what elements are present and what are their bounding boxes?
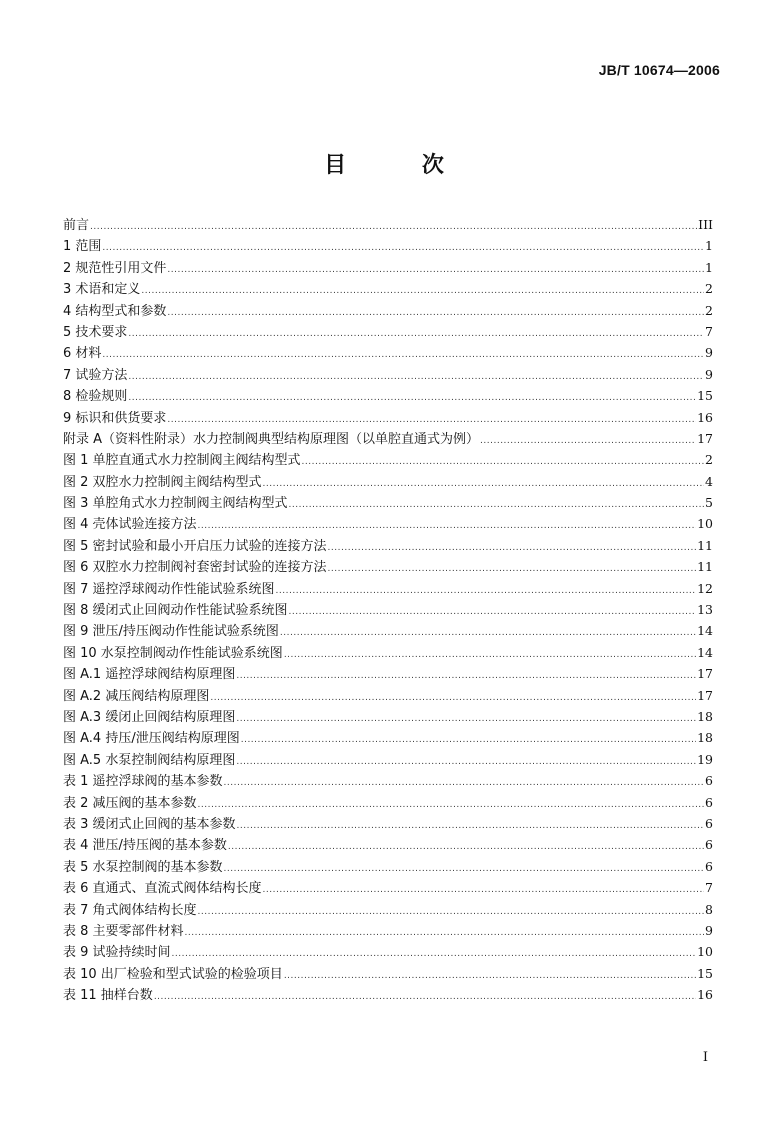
toc-entry-page: 17 (697, 430, 713, 446)
toc-entry-page: 2 (705, 302, 713, 318)
toc-entry-page: 6 (705, 858, 713, 874)
toc-entry[interactable] (63, 535, 713, 556)
toc-dot-leader (328, 538, 697, 559)
toc-entry[interactable] (63, 599, 713, 620)
toc-entry-label: 表 4 泄压/持压阀的基本参数 (63, 838, 227, 854)
toc-entry-label: 图 3 单腔角式水力控制阀主阀结构型式 (63, 496, 288, 512)
toc-dot-leader (237, 816, 705, 837)
toc-entry[interactable] (63, 727, 713, 748)
toc-entry-page: 2 (705, 281, 713, 297)
toc-entry-page: 15 (697, 388, 713, 404)
toc-entry-label: 图 2 双腔水力控制阀主阀结构型式 (63, 474, 262, 490)
toc-dot-leader (236, 752, 696, 773)
toc-dot-leader (224, 773, 705, 794)
toc-entry[interactable] (63, 407, 713, 428)
toc-entry-label: 表 2 减压阀的基本参数 (63, 795, 197, 811)
toc-dot-leader (198, 902, 705, 923)
toc-entry[interactable] (63, 856, 713, 877)
toc-dot-leader (289, 495, 705, 516)
toc-entry[interactable] (63, 984, 713, 1005)
toc-entry-label: 图 7 遥控浮球阀动作性能试验系统图 (63, 581, 275, 597)
toc-entry-label: 图 6 双腔水力控制阀衬套密封试验的连接方法 (63, 560, 327, 576)
toc-entry-label: 7 试验方法 (63, 367, 128, 383)
toc-entry-page: 9 (705, 366, 713, 382)
toc-dot-leader (284, 966, 696, 987)
toc-entry-page: 16 (697, 987, 713, 1003)
toc-dot-leader (154, 987, 696, 1008)
toc-entry-page: 1 (705, 259, 713, 275)
toc-entry[interactable] (63, 278, 713, 299)
toc-dot-leader (263, 474, 705, 495)
toc-dot-leader (228, 837, 704, 858)
toc-entry-label: 图 10 水泵控制阀动作性能试验系统图 (63, 645, 283, 661)
toc-entry[interactable] (63, 620, 713, 641)
toc-dot-leader (128, 367, 704, 388)
toc-entry-label: 3 术语和定义 (63, 282, 141, 298)
toc-dot-leader (198, 516, 697, 537)
toc-dot-leader (172, 944, 697, 965)
toc-dot-leader (102, 345, 704, 366)
toc-entry-page: III (698, 217, 713, 232)
toc-entry-label: 图 1 单腔直通式水力控制阀主阀结构型式 (63, 453, 301, 469)
toc-entry[interactable] (63, 235, 713, 256)
toc-entry-label: 表 1 遥控浮球阀的基本参数 (63, 774, 223, 790)
toc-dot-leader (224, 859, 705, 880)
toc-entry-page: 5 (705, 495, 713, 511)
toc-entry[interactable] (63, 834, 713, 855)
toc-entry-page: 16 (697, 409, 713, 425)
toc-entry[interactable] (63, 556, 713, 577)
toc-entry[interactable] (63, 257, 713, 278)
toc-entry-page: 17 (697, 687, 713, 703)
toc-entry-label: 前言 (63, 218, 90, 233)
toc-dot-leader (236, 709, 696, 730)
toc-entry[interactable] (63, 385, 713, 406)
toc-dot-leader (210, 688, 696, 709)
toc-dot-leader (128, 324, 704, 345)
toc-dot-leader (167, 260, 704, 281)
toc-dot-leader (284, 645, 696, 666)
toc-dot-leader (480, 431, 696, 452)
toc-dot-leader (328, 559, 697, 580)
toc-entry-label: 2 规范性引用文件 (63, 260, 167, 276)
toc-entry[interactable] (63, 792, 713, 813)
toc-dot-leader (276, 581, 697, 602)
toc-entry[interactable] (63, 663, 713, 684)
toc-entry[interactable] (63, 364, 713, 385)
toc-entry[interactable] (63, 642, 713, 663)
toc-entry-page: 11 (697, 559, 713, 575)
toc-entry-page: 7 (705, 880, 713, 896)
toc-dot-leader (280, 623, 696, 644)
toc-entry[interactable] (63, 770, 713, 791)
toc-entry-page: 9 (705, 345, 713, 361)
toc-entry-page: 14 (697, 623, 713, 639)
toc-dot-leader (289, 602, 697, 623)
toc-entry-label: 图 A.4 持压/泄压阀结构原理图 (63, 731, 240, 747)
toc-entry-label: 表 10 出厂检验和型式试验的检验项目 (63, 966, 283, 982)
toc-entry[interactable] (63, 342, 713, 363)
toc-entry-page: 4 (705, 473, 713, 489)
toc-dot-leader (90, 217, 697, 238)
toc-entry-page: 17 (697, 666, 713, 682)
toc-dot-leader (198, 795, 705, 816)
toc-entry[interactable] (63, 813, 713, 834)
toc-entry[interactable] (63, 920, 713, 941)
toc-dot-leader (241, 730, 696, 751)
toc-dot-leader (302, 452, 705, 473)
toc-entry[interactable] (63, 685, 713, 706)
toc-entry-label: 图 A.1 遥控浮球阀结构原理图 (63, 667, 236, 683)
toc-entry-label: 表 3 缓闭式止回阀的基本参数 (63, 816, 236, 832)
toc-entry-page: 2 (705, 452, 713, 468)
toc-dot-leader (141, 281, 704, 302)
toc-entry[interactable] (63, 428, 713, 449)
toc-entry[interactable] (63, 300, 713, 321)
toc-entry-page: 8 (705, 901, 713, 917)
toc-dot-leader (185, 923, 705, 944)
toc-entry-label: 表 7 角式阀体结构长度 (63, 902, 197, 918)
toc-dot-leader (128, 388, 696, 409)
toc-entry-label: 图 A.2 减压阀结构原理图 (63, 688, 210, 704)
toc-entry[interactable] (63, 214, 713, 235)
toc-entry[interactable] (63, 449, 713, 470)
toc-dot-leader (263, 880, 705, 901)
toc-entry-page: 19 (697, 751, 713, 767)
toc-entry-label: 6 材料 (63, 346, 102, 362)
toc-entry-page: 18 (697, 730, 713, 746)
toc-entry-label: 1 范围 (63, 239, 102, 255)
toc-dot-leader (236, 666, 696, 687)
toc-entry-label: 图 4 壳体试验连接方法 (63, 517, 197, 533)
toc-dot-leader (167, 410, 696, 431)
toc-entry-page: 7 (705, 323, 713, 339)
toc-entry-page: 6 (705, 794, 713, 810)
toc-entry-label: 图 A.5 水泵控制阀结构原理图 (63, 752, 236, 768)
page-number: I (702, 1050, 708, 1065)
toc-entry-label: 表 9 试验持续时间 (63, 945, 171, 961)
toc-entry-page: 6 (705, 773, 713, 789)
toc-entry[interactable] (63, 877, 713, 898)
toc-entry-label: 表 5 水泵控制阀的基本参数 (63, 859, 223, 875)
toc-entry-label: 图 9 泄压/持压阀动作性能试验系统图 (63, 624, 279, 640)
toc-dot-leader (167, 303, 704, 324)
toc-entry-page: 6 (705, 815, 713, 831)
toc-entry-page: 10 (697, 944, 713, 960)
standard-number: JB/T 10674—2006 (598, 62, 720, 78)
toc-entry[interactable] (63, 578, 713, 599)
toc-entry-label: 5 技术要求 (63, 324, 128, 340)
toc-entry-page: 18 (697, 708, 713, 724)
toc-entry[interactable] (63, 513, 713, 534)
toc-entry[interactable] (63, 492, 713, 513)
toc-entry[interactable] (63, 941, 713, 962)
toc-entry-page: 15 (697, 965, 713, 981)
toc-entry-page: 10 (697, 516, 713, 532)
toc-entry[interactable] (63, 471, 713, 492)
toc-dot-leader (102, 238, 704, 259)
page-title: 目 次 (324, 153, 478, 178)
toc-entry-page: 1 (705, 238, 713, 254)
toc-entry-page: 13 (697, 602, 713, 618)
toc-entry[interactable] (63, 321, 713, 342)
toc-entry-page: 12 (697, 580, 713, 596)
toc-entry-label: 4 结构型式和参数 (63, 303, 167, 319)
toc-entry-label: 8 检验规则 (63, 389, 128, 405)
toc-entry-label: 表 6 直通式、直流式阀体结构长度 (63, 881, 262, 897)
toc-entry-page: 9 (705, 922, 713, 938)
toc-entry[interactable] (63, 899, 713, 920)
toc-entry-label: 图 5 密封试验和最小开启压力试验的连接方法 (63, 538, 327, 554)
toc-entry[interactable] (63, 749, 713, 770)
table-of-contents (63, 214, 713, 1005)
toc-entry[interactable] (63, 706, 713, 727)
toc-entry-page: 14 (697, 644, 713, 660)
toc-entry-page: 6 (705, 837, 713, 853)
toc-entry-label: 图 8 缓闭式止回阀动作性能试验系统图 (63, 603, 288, 619)
toc-entry-label: 表 11 抽样台数 (63, 988, 153, 1004)
toc-entry-label: 表 8 主要零部件材料 (63, 923, 184, 939)
toc-entry-label: 9 标识和供货要求 (63, 410, 167, 426)
toc-entry[interactable] (63, 963, 713, 984)
toc-entry-label: 图 A.3 缓闭止回阀结构原理图 (63, 709, 236, 725)
toc-entry-label: 附录 A（资料性附录）水力控制阀典型结构原理图（以单腔直通式为例） (63, 431, 480, 447)
toc-entry-page: 11 (697, 537, 713, 553)
